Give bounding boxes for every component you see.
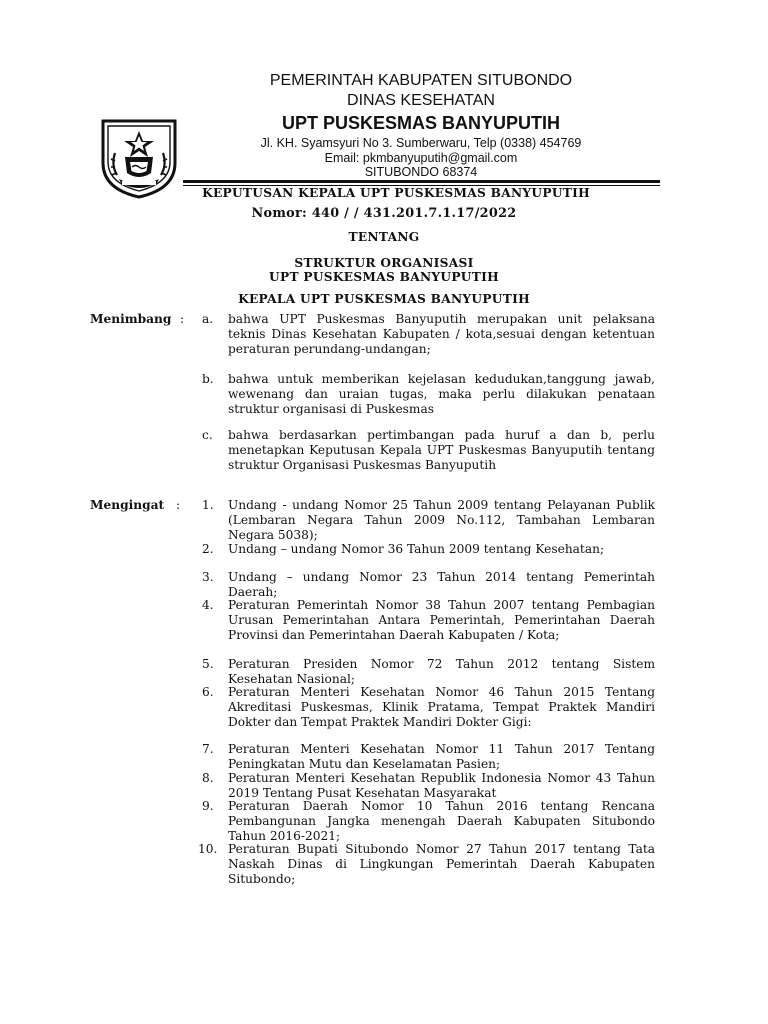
item-text: Undang - undang Nomor 25 Tahun 2009 tentang Pelayanan Publik (Lembaran Negara Tahun 2009 No.112, Tambahan Lembaran Negara 5038);	[228, 498, 655, 543]
mengingat-item-3	[202, 570, 655, 600]
institution-name: UPT PUSKESMAS BANYUPUTIH	[281, 113, 561, 133]
mengingat-item-8	[202, 771, 655, 801]
item-text: Peraturan Presiden Nomor 72 Tahun 2012 tentang Sistem Kesehatan Nasional;	[228, 657, 655, 687]
mengingat-item-4	[202, 598, 655, 644]
item-marker: 3.	[202, 570, 214, 584]
item-marker: 2.	[202, 542, 214, 556]
item-text: Peraturan Daerah Nomor 10 Tahun 2016 tentang Rencana Pembangunan Jangka menengah Daerah Kabupaten Situbondo Tahun 2016-2021;	[228, 799, 655, 844]
menimbang-item-c	[202, 428, 655, 474]
mengingat-item-6	[202, 685, 655, 731]
menimbang-label: Menimbang	[90, 312, 172, 326]
mengingat-item-2	[202, 542, 655, 557]
menimbang-item-b	[202, 372, 655, 418]
city-postcode: SITUBONDO 68374	[364, 165, 478, 179]
item-marker: b.	[202, 372, 214, 386]
item-text: Peraturan Menteri Kesehatan Nomor 46 Tahun 2015 Tentang Akreditasi Puskesmas, Klinik Pratama, Tempat Praktek Mandiri Dokter dan Tempat Praktek Mandiri Dokter Gigi:	[228, 685, 655, 730]
item-marker: 8.	[202, 771, 214, 785]
item-text: Peraturan Menteri Kesehatan Republik Indonesia Nomor 43 Tahun 2019 Tentang Pusat Kesehatan Masyarakat	[228, 771, 655, 801]
menimbang-item-a	[202, 312, 655, 358]
item-marker: 10.	[198, 842, 218, 856]
about-heading: TENTANG	[348, 230, 420, 244]
decree-number: Nomor: 440 / / 431.201.7.1.17/2022	[251, 206, 517, 221]
issuer-heading: KEPALA UPT PUSKESMAS BANYUPUTIH	[238, 292, 530, 306]
mengingat-item-5	[202, 657, 655, 687]
mengingat-item-1	[202, 498, 655, 544]
item-text: bahwa untuk memberikan kejelasan kedudukan,tanggung jawab, wewenang dan uraian tugas, maka perlu dilakukan penataan struktur organisasi di Puskesmas	[228, 372, 655, 417]
letterhead-rule-thick	[183, 180, 660, 183]
item-marker: 9.	[202, 799, 214, 813]
item-text: Undang – undang Nomor 36 Tahun 2009 tentang Kesehatan;	[228, 542, 605, 556]
item-text: Undang – undang Nomor 23 Tahun 2014 tentang Pemerintah Daerah;	[228, 570, 655, 600]
item-text: Peraturan Pemerintah Nomor 38 Tahun 2007 tentang Pembagian Urusan Pemerintahan Antara Pemerintah, Pemerintahan Daerah Provinsi dan Pemerintahan Daerah Kabupaten / Kota;	[228, 598, 655, 643]
item-marker: 6.	[202, 685, 214, 699]
item-text: bahwa UPT Puskesmas Banyuputih merupakan unit pelaksana teknis Dinas Kesehatan Kabupaten / kota,sesuai dengan ketentuan peraturan perundang-undangan;	[228, 312, 655, 357]
address-line: Jl. KH. Syamsyuri No 3. Sumberwaru, Telp (0338) 454769	[260, 136, 582, 150]
subject-line-1: STRUKTUR ORGANISASI	[294, 256, 474, 270]
mengingat-item-9	[202, 799, 655, 845]
mengingat-label: Mengingat	[90, 498, 165, 512]
subject-line-2: UPT PUSKESMAS BANYUPUTIH	[269, 270, 499, 284]
government-name: PEMERINTAH KABUPATEN SITUBONDO	[269, 72, 573, 89]
department-name: DINAS KESEHATAN	[347, 92, 495, 109]
mengingat-item-7	[202, 742, 655, 772]
item-text: Peraturan Menteri Kesehatan Nomor 11 Tahun 2017 Tentang Peningkatan Mutu dan Keselamatan Pasien;	[228, 742, 655, 772]
decree-title: KEPUTUSAN KEPALA UPT PUSKESMAS BANYUPUTIH	[202, 186, 590, 200]
email-line: Email: pkmbanyuputih@gmail.com	[324, 151, 518, 165]
item-text: bahwa berdasarkan pertimbangan pada huruf a dan b, perlu menetapkan Keputusan Kepala UPT Puskesmas Banyuputih tentang struktur Organisasi Puskesmas Banyuputih	[228, 428, 655, 473]
item-marker: a.	[202, 312, 214, 326]
item-marker: 5.	[202, 657, 214, 671]
item-marker: 4.	[202, 598, 214, 612]
mengingat-item-10	[198, 842, 655, 888]
item-marker: 7.	[202, 742, 214, 756]
item-marker: 1.	[202, 498, 214, 512]
item-marker: c.	[202, 428, 213, 442]
menimbang-separator: :	[180, 312, 185, 326]
item-text: Peraturan Bupati Situbondo Nomor 27 Tahun 2017 tentang Tata Naskah Dinas di Lingkungan Pemerintah Daerah Kabupaten Situbondo;	[228, 842, 655, 887]
mengingat-separator: :	[176, 498, 181, 512]
